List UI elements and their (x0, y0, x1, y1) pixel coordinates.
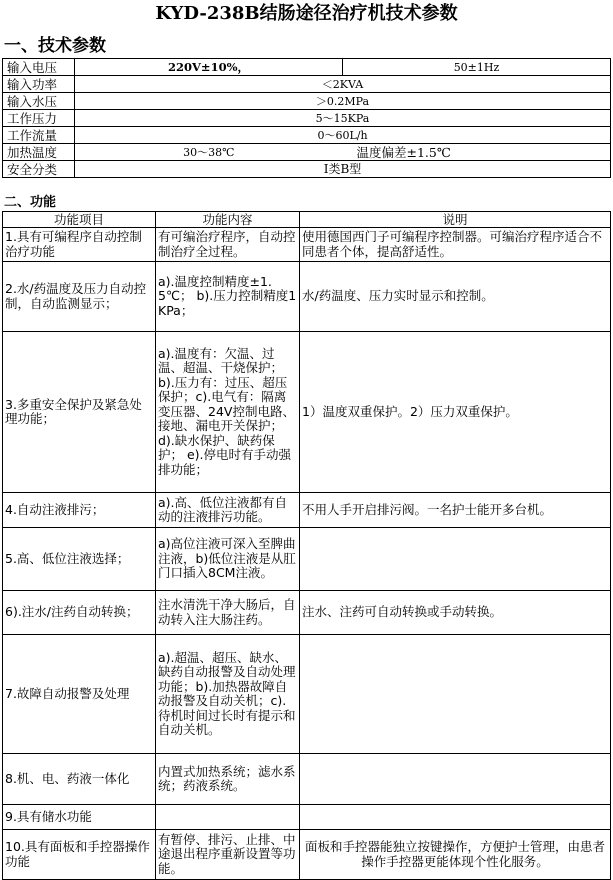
function-content: a).超温、超压、缺水、缺药自动报警及自动处理功能；b).加热器故障自动报警及自动关机；c).待机时间过长时有提示和自动关机。 (156, 635, 300, 754)
spec-table (2, 58, 611, 178)
spec-value: 5～15KPa (75, 110, 611, 127)
section-heading-specs: 一、技术参数 (4, 36, 106, 56)
function-note: 不用人手开启排污阀。一名护士能开多台机。 (300, 493, 611, 528)
function-content: a).高、低位注液都有自动的注液排污功能。 (156, 493, 300, 528)
function-item: 8.机、电、药液一体化 (3, 754, 156, 805)
spec-value: 220V±10%， (75, 59, 343, 76)
section-heading-functions: 二、功能 (4, 195, 57, 210)
spec-label: 加热温度 (3, 144, 75, 161)
function-item: 7.故障自动报警及处理 (3, 635, 156, 754)
function-content: a)高位注液可深入至脾曲注液，b)低位注液是从肛门口插入8CM注液。 (156, 528, 300, 591)
spec-row-heating-temp (3, 144, 611, 161)
function-note: 面板和手控器能独立按键操作，方便护士管理，由患者操作手控器更能体现个性化服务。 (300, 830, 611, 880)
spec-label: 工作流量 (3, 127, 75, 144)
function-item: 3.多重安全保护及紧急处理功能； (3, 332, 156, 493)
function-item: 5.高、低位注液选择； (3, 528, 156, 591)
function-note: 1）温度双重保护。2）压力双重保护。 (300, 332, 611, 493)
table-row (3, 805, 611, 830)
table-row (3, 830, 611, 880)
function-item: 4.自动注液排污； (3, 493, 156, 528)
spec-row-working-pressure (3, 110, 611, 127)
function-note: 水/药温度、压力实时显示和控制。 (300, 262, 611, 332)
function-content: 有可编治疗程序，自动控制治疗全过程。 (156, 228, 300, 262)
function-table (2, 211, 611, 880)
table-row (3, 493, 611, 528)
function-note (300, 805, 611, 830)
column-header-item: 功能项目 (3, 212, 156, 228)
page-title: KYD-238B结肠途径治疗机技术参数 (155, 3, 458, 24)
function-content: 注水清洗干净大肠后，自动转入注大肠注药。 (156, 591, 300, 635)
table-row (3, 228, 611, 262)
function-note: 注水、注药可自动转换或手动转换。 (300, 591, 611, 635)
spec-value: 30～38℃ (75, 144, 343, 161)
spec-label: 输入水压 (3, 93, 75, 110)
table-header-row (3, 212, 611, 228)
spec-value: 50±1Hz (343, 59, 611, 76)
function-note (300, 528, 611, 591)
function-item: 6).注水/注药自动转换； (3, 591, 156, 635)
function-item: 1.具有可编程序自动控制治疗功能 (3, 228, 156, 262)
function-item: 9.具有储水功能 (3, 805, 156, 830)
table-row (3, 262, 611, 332)
spec-row-input-voltage (3, 59, 611, 76)
spec-label: 工作压力 (3, 110, 75, 127)
function-item: 2.水/药温度及压力自动控制，自动监测显示； (3, 262, 156, 332)
table-row (3, 591, 611, 635)
table-row (3, 754, 611, 805)
spec-value: I类B型 (75, 161, 611, 178)
function-content: a).温度控制精度±1.5℃； b).压力控制精度1KPa； (156, 262, 300, 332)
function-content (156, 805, 300, 830)
spec-value: ＞0.2MPa (75, 93, 611, 110)
spec-label: 输入功率 (3, 76, 75, 93)
spec-label: 输入电压 (3, 59, 75, 76)
spec-row-input-water-pressure (3, 93, 611, 110)
spec-value: ＜2KVA (75, 76, 611, 93)
function-note: 使用德国西门子可编程序控制器。可编治疗程序适合不同患者个体，提高舒适性。 (300, 228, 611, 262)
table-row (3, 635, 611, 754)
spec-row-input-power (3, 76, 611, 93)
function-content: 有暂停、排污、止排、中途退出程序重新设置等功能。 (156, 830, 300, 880)
spec-value: 温度偏差±1.5℃ (343, 144, 611, 161)
function-content: a).温度有：欠温、过温、超温、干烧保护；b).压力有：过压、超压保护；c).电气有：隔离变压器、24V控制电路、接地、漏电开关保护；d).缺水保护、缺药保护； e).停电时有手动强排功能； (156, 332, 300, 493)
spec-label: 安全分类 (3, 161, 75, 178)
column-header-note: 说明 (300, 212, 611, 228)
function-note (300, 635, 611, 754)
function-content: 内置式加热系统；滤水系统；药液系统。 (156, 754, 300, 805)
spec-row-safety-class (3, 161, 611, 178)
table-row (3, 528, 611, 591)
spec-row-working-flow (3, 127, 611, 144)
column-header-content: 功能内容 (156, 212, 300, 228)
table-row (3, 332, 611, 493)
function-note (300, 754, 611, 805)
function-item: 10.具有面板和手控器操作功能 (3, 830, 156, 880)
spec-value: 0～60L/h (75, 127, 611, 144)
